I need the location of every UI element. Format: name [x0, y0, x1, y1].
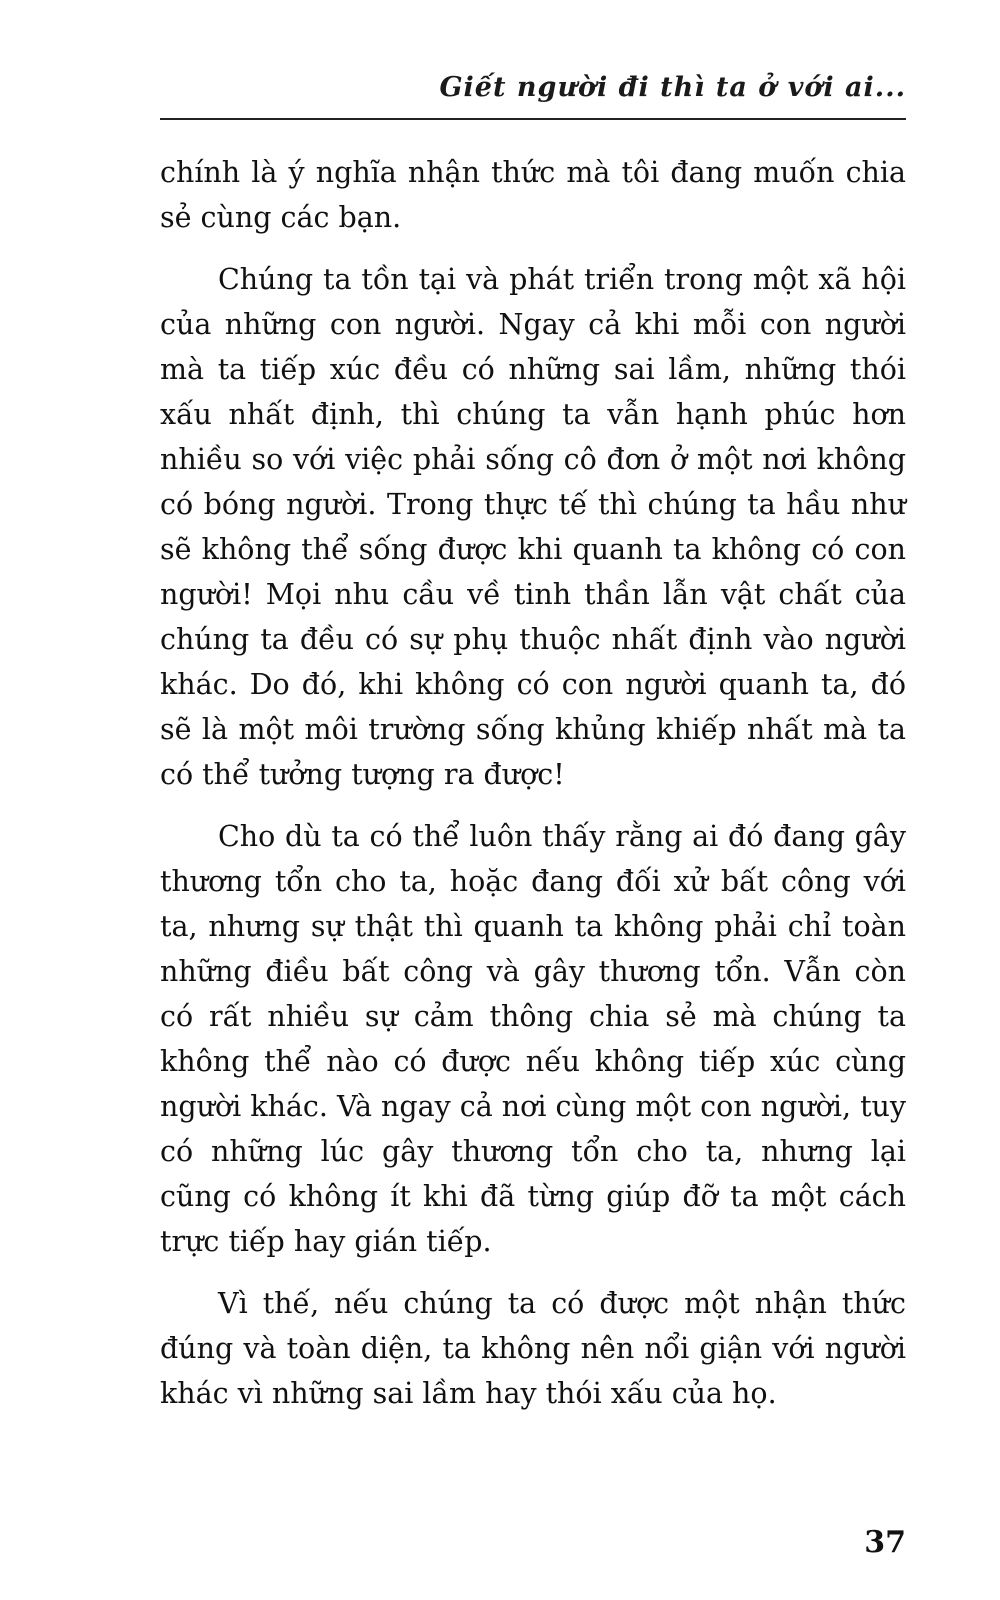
paragraph-3: Cho dù ta có thể luôn thấy rằng ai đó đang gây thương tổn cho ta, hoặc đang đối xử bất công với ta, nhưng sự thật thì quanh ta không phải chỉ toàn những điều bất công và gây thương tổn. Vẫn còn có rất nhiều sự cảm thông chia sẻ mà chúng ta không thể nào có được nếu không tiếp xúc cùng người khác. Và ngay cả nơi cùng một con người, tuy có những lúc gây thương tổn cho ta, nhưng lại cũng có không ít khi đã từng giúp đỡ ta một cách trực tiếp hay gián tiếp.: [160, 820, 906, 1258]
page-body: [160, 150, 906, 1433]
paragraph-1: chính là ý nghĩa nhận thức mà tôi đang muốn chia sẻ cùng các bạn.: [160, 156, 906, 234]
paragraph-2: Chúng ta tồn tại và phát triển trong một xã hội của những con người. Ngay cả khi mỗi con người mà ta tiếp xúc đều có những sai lầm, những thói xấu nhất định, thì chúng ta vẫn hạnh phúc hơn nhiều so với việc phải sống cô đơn ở một nơi không có bóng người. Trong thực tế thì chúng ta hầu như sẽ không thể sống được khi quanh ta không có con người! Mọi nhu cầu về tinh thần lẫn vật chất của chúng ta đều có sự phụ thuộc nhất định vào người khác. Do đó, khi không có con người quanh ta, đó sẽ là một môi trường sống khủng khiếp nhất mà ta có thể tưởng tượng ra được!: [160, 263, 906, 791]
running-header-title: Giết người đi thì ta ở với ai...: [439, 72, 906, 103]
header-divider: [160, 118, 906, 120]
paragraph-4: Vì thế, nếu chúng ta có được một nhận thức đúng và toàn diện, ta không nên nổi giận với người khác vì những sai lầm hay thói xấu của họ.: [160, 1287, 906, 1410]
page-number: 37: [864, 1525, 906, 1560]
